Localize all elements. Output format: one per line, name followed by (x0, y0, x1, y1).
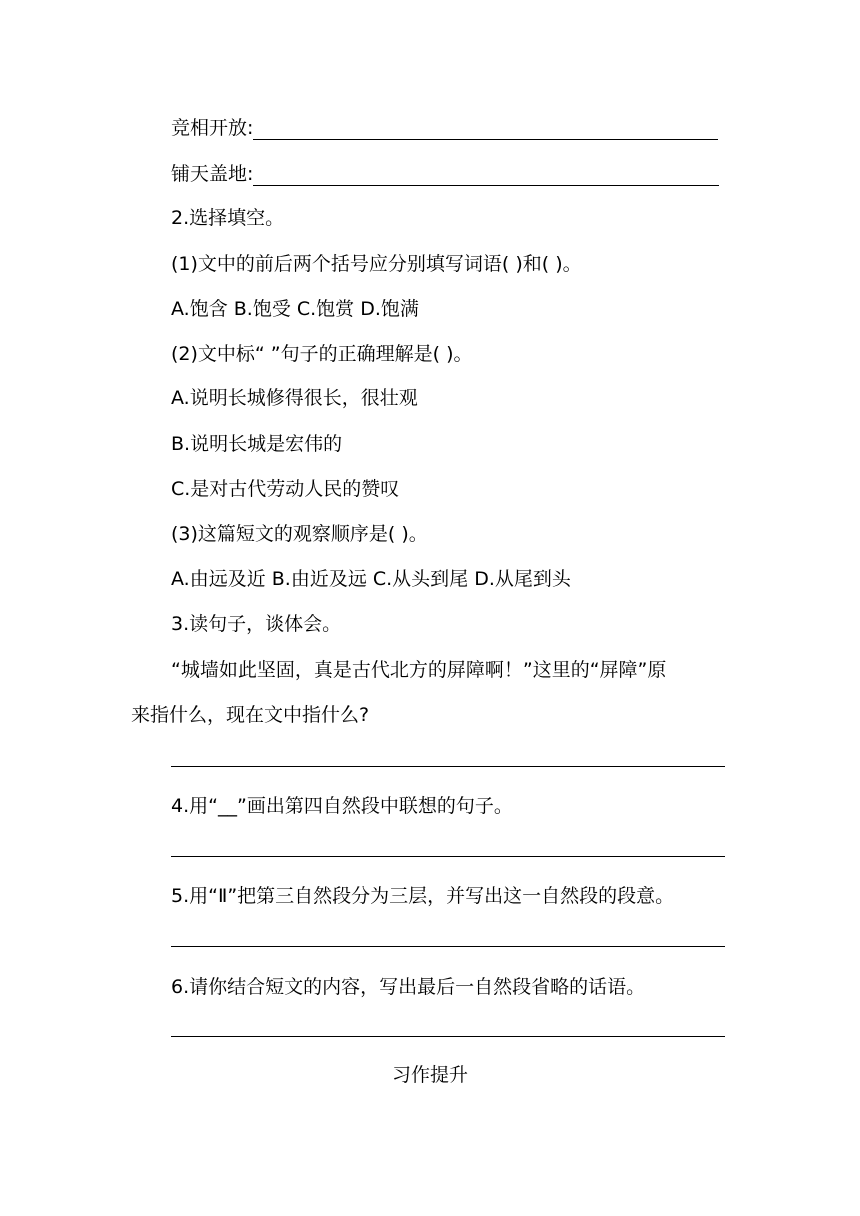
putian-line (171, 162, 719, 186)
question-6-answer-line[interactable] (171, 1036, 725, 1037)
section-title: 习作提升 (391, 1064, 468, 1086)
question-2-1: (1)文中的前后两个括号应分别填写词语( )和( )。 (171, 253, 582, 275)
question-2-title: 2.选择填空。 (171, 207, 285, 229)
question-3-paragraph-line-1: “城墙如此坚固，真是古代北方的屏障啊！”这里的“屏障”原 (171, 659, 667, 681)
question-2-2-option-b: B.说明长城是宏伟的 (171, 433, 343, 455)
jingxiang-answer-blank[interactable] (253, 119, 718, 140)
question-2-3: (3)这篇短文的观察顺序是( )。 (171, 523, 428, 545)
question-2-2-option-a: A.说明长城修得很长，很壮观 (171, 387, 418, 409)
question-5-answer-line[interactable] (171, 946, 725, 947)
putian-label: 铺天盖地: (171, 163, 254, 185)
question-5: 5.用“Ⅱ”把第三自然段分为三层，并写出这一自然段的段意。 (171, 885, 675, 907)
question-4-answer-line[interactable] (171, 856, 725, 857)
question-3-answer-line[interactable] (171, 766, 725, 767)
question-2-2-option-c: C.是对古代劳动人民的赞叹 (171, 478, 400, 500)
question-2-3-options: A.由远及近 B.由近及远 C.从头到尾 D.从尾到头 (171, 568, 571, 590)
question-3-paragraph-line-2: 来指什么，现在文中指什么? (131, 704, 370, 726)
question-4: 4.用“__”画出第四自然段中联想的句子。 (171, 795, 513, 817)
question-2-1-options: A.饱含 B.饱受 C.饱赏 D.饱满 (171, 298, 419, 320)
putian-answer-blank[interactable] (253, 165, 719, 186)
question-6: 6.请你结合短文的内容，写出最后一自然段省略的话语。 (171, 976, 646, 998)
question-3-paragraph (131, 658, 731, 727)
question-3-title: 3.读句子，谈体会。 (171, 613, 342, 635)
jingxiang-label: 竞相开放: (171, 117, 254, 139)
question-2-2: (2)文中标“ ”句子的正确理解是( )。 (171, 343, 473, 365)
jingxiang-line (171, 116, 718, 140)
